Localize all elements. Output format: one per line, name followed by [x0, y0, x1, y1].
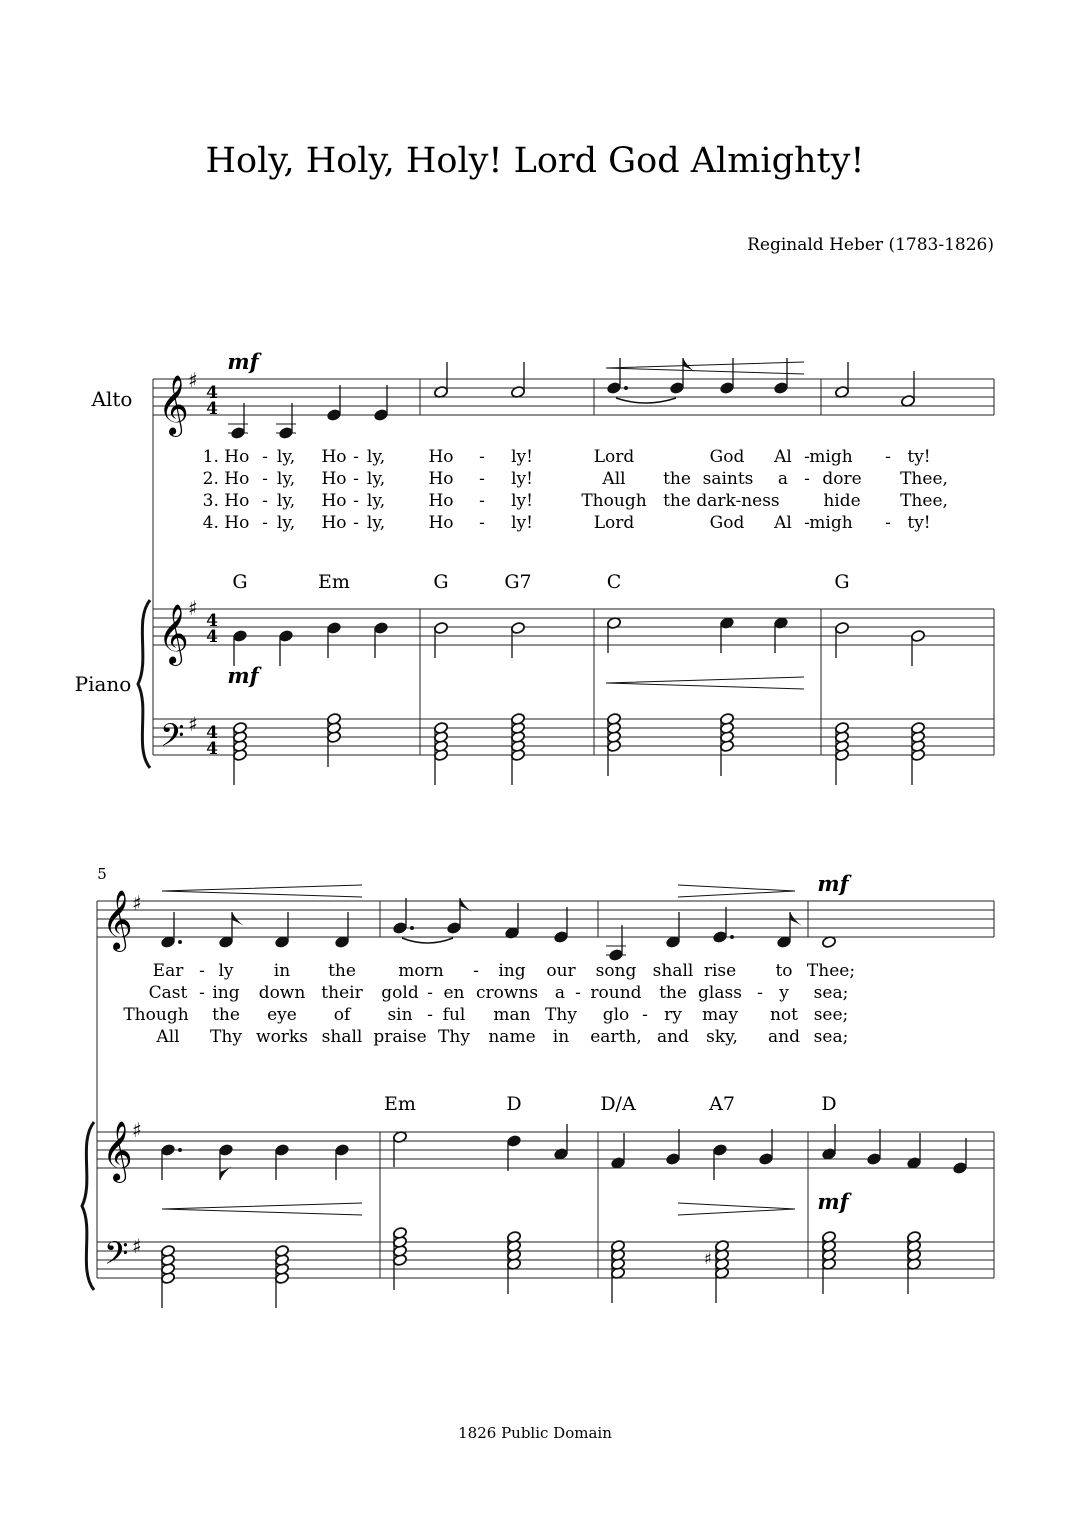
- dot: [178, 1148, 182, 1152]
- lyric-syllable: Lord: [593, 513, 635, 533]
- lyrics-system-2: [123, 961, 855, 1047]
- lyric-syllable: eye: [267, 1005, 297, 1025]
- lyric-syllable: ly: [218, 961, 234, 981]
- lyric-syllable: the: [328, 961, 356, 981]
- lyric-hyphen: -: [804, 513, 810, 533]
- note-head: [434, 622, 449, 635]
- dynamic-mf: mf: [227, 663, 259, 688]
- lyric-syllable: Ear: [152, 961, 184, 981]
- note-head: [219, 1144, 234, 1157]
- note-head: [335, 1144, 350, 1157]
- lyric-syllable: Al: [774, 513, 792, 533]
- lyric-syllable: praise: [373, 1027, 427, 1047]
- lyric-syllable: and: [657, 1027, 689, 1047]
- svg-text:4: 4: [206, 611, 218, 631]
- bar-number: 5: [97, 865, 107, 883]
- lyric-syllable: 4. Ho: [202, 513, 250, 533]
- note-head: [774, 382, 789, 395]
- lyric-syllable: name: [488, 1027, 536, 1047]
- page-title: Holy, Holy, Holy! Lord God Almighty!: [205, 141, 865, 181]
- treble-clef-icon: 𝄞: [158, 604, 189, 664]
- key-signature-sharps: [132, 368, 198, 1258]
- lyric-syllable: Thee,: [900, 491, 948, 511]
- note-head: [953, 1162, 968, 1175]
- svg-text:4: 4: [206, 627, 218, 647]
- lyric-syllable: a: [554, 983, 566, 1003]
- chord-symbol: A7: [709, 1093, 735, 1115]
- lyric-syllable: All: [156, 1027, 180, 1047]
- hairpins: [162, 362, 804, 1215]
- piano-brace: [138, 600, 150, 768]
- lyric-syllable: Ho: [321, 513, 347, 533]
- lyric-syllable: dark-ness: [696, 491, 780, 511]
- lyric-syllable: Thy: [545, 1005, 577, 1025]
- note-head: [327, 409, 342, 422]
- chord-symbol: G7: [504, 571, 532, 593]
- lyric-hyphen: -: [199, 961, 205, 981]
- lyric-syllable: in: [273, 961, 291, 981]
- note-head: [507, 1135, 522, 1148]
- lyric-syllable: ty!: [907, 447, 931, 467]
- lyric-hyphen: -: [575, 983, 581, 1003]
- chord-symbol: D/A: [600, 1093, 636, 1115]
- note-head: [835, 622, 850, 635]
- sharp-accidental: ♯: [704, 1249, 712, 1268]
- lyric-syllable: Al: [774, 447, 792, 467]
- lyric-syllable: ty!: [907, 513, 931, 533]
- lyric-syllable: Ho: [428, 447, 454, 467]
- alto-label: Alto: [91, 387, 133, 411]
- note-head: [233, 630, 248, 643]
- lyric-syllable: sea;: [813, 983, 849, 1003]
- svg-text:♯: ♯: [132, 1118, 142, 1142]
- lyric-syllable: dore: [822, 469, 862, 489]
- lyric-hyphen: -: [199, 983, 205, 1003]
- lyric-hyphen: -: [353, 491, 359, 511]
- lyric-syllable: ing: [498, 961, 526, 981]
- lyric-syllable: ly,: [366, 447, 386, 467]
- svg-text:4: 4: [206, 739, 218, 759]
- lyric-syllable: crowns: [475, 983, 539, 1003]
- tie: [402, 938, 453, 943]
- lyric-syllable: earth,: [590, 1027, 642, 1047]
- lyric-syllable: sky,: [706, 1027, 738, 1047]
- dot: [410, 926, 414, 930]
- chord-symbol: G: [834, 571, 850, 593]
- composer-credit: Reginald Heber (1783-1826): [747, 235, 994, 255]
- lyric-syllable: Thee;: [806, 961, 856, 981]
- note-head: [161, 1144, 176, 1157]
- lyric-hyphen: -: [353, 469, 359, 489]
- lyric-hyphen: -: [479, 469, 485, 489]
- lyric-syllable: to: [775, 961, 793, 981]
- lyric-syllable: Though: [123, 1005, 189, 1025]
- note-head: [447, 922, 462, 935]
- note-head: [670, 382, 685, 395]
- lyric-syllable: saints: [702, 469, 754, 489]
- note-head: [713, 1144, 728, 1157]
- chord-symbol: G: [433, 571, 449, 593]
- note-head: [554, 931, 569, 944]
- lyric-syllable: rise: [703, 961, 737, 981]
- lyric-syllable: glass: [698, 983, 742, 1003]
- chord-symbol: G: [232, 571, 248, 593]
- piano-label: Piano: [74, 672, 132, 696]
- lyric-syllable: 2. Ho: [202, 469, 250, 489]
- svg-text:4: 4: [206, 723, 218, 743]
- lyric-syllable: works: [256, 1027, 308, 1047]
- lyric-hyphen: -: [885, 447, 891, 467]
- note-head: [607, 382, 622, 395]
- lyric-syllable: gold: [381, 983, 419, 1003]
- svg-text:♯: ♯: [132, 1234, 142, 1258]
- lyric-syllable: Ho: [428, 491, 454, 511]
- note-head: [911, 630, 926, 643]
- svg-text:4: 4: [206, 399, 218, 419]
- lyric-hyphen: -: [353, 513, 359, 533]
- svg-text:4: 4: [206, 383, 218, 403]
- lyric-syllable: 3. Ho: [202, 491, 250, 511]
- chord-symbols-1: [232, 571, 849, 593]
- lyric-hyphen: -: [479, 491, 485, 511]
- lyric-syllable: Ho: [321, 469, 347, 489]
- lyric-syllable: ly,: [276, 447, 296, 467]
- chord-symbol: D: [821, 1093, 837, 1115]
- note-head: [713, 931, 728, 944]
- lyric-syllable: the: [663, 491, 691, 511]
- lyric-syllable: Lord: [593, 447, 635, 467]
- note-head: [511, 622, 526, 635]
- bass-clef-icon: 𝄢: [160, 717, 185, 761]
- lyric-syllable: a: [777, 469, 789, 489]
- lyric-hyphen: -: [262, 469, 268, 489]
- note-head: [374, 409, 389, 422]
- svg-text:♯: ♯: [188, 712, 198, 736]
- lyric-syllable: and: [768, 1027, 800, 1047]
- lyric-syllable: glo: [602, 1005, 630, 1025]
- lyric-syllable: ing: [212, 983, 240, 1003]
- lyric-syllable: migh: [809, 447, 853, 467]
- treble-clef-icon: 𝄞: [102, 1121, 133, 1181]
- note-head: [759, 1153, 774, 1166]
- lyric-syllable: y: [779, 983, 789, 1003]
- lyric-syllable: ly,: [276, 491, 296, 511]
- lyric-syllable: God: [709, 513, 745, 533]
- lyric-hyphen: -: [262, 447, 268, 467]
- lyric-syllable: the: [659, 983, 687, 1003]
- lyric-syllable: ly!: [511, 513, 533, 533]
- note-head: [279, 630, 294, 643]
- lyric-syllable: sin: [387, 1005, 413, 1025]
- lyric-syllable: may: [702, 1005, 738, 1025]
- lyric-hyphen: -: [473, 961, 479, 981]
- lyric-hyphen: -: [479, 447, 485, 467]
- lyric-syllable: 1. Ho: [202, 447, 250, 467]
- lyric-syllable: Thee,: [900, 469, 948, 489]
- dynamic-mf: mf: [817, 1189, 849, 1214]
- lyric-syllable: sea;: [813, 1027, 849, 1047]
- lyric-syllable: see;: [813, 1005, 849, 1025]
- lyric-syllable: round: [590, 983, 642, 1003]
- lyric-syllable: shall: [652, 961, 694, 981]
- note-head: [666, 1153, 681, 1166]
- lyric-hyphen: -: [885, 513, 891, 533]
- lyric-syllable: Ho: [321, 447, 347, 467]
- lyric-syllable: man: [493, 1005, 531, 1025]
- lyric-syllable: hide: [823, 491, 861, 511]
- lyrics-system-1: [203, 447, 948, 533]
- lyric-hyphen: -: [757, 983, 763, 1003]
- lyric-syllable: ly!: [511, 491, 533, 511]
- chord-symbol: D: [506, 1093, 522, 1115]
- lyric-hyphen: -: [479, 513, 485, 533]
- dynamic-mf: mf: [817, 871, 849, 896]
- note-head: [867, 1153, 882, 1166]
- system-2-staves: [97, 901, 994, 1278]
- lyric-hyphen: -: [353, 447, 359, 467]
- system-1-staves: [153, 379, 994, 755]
- lyric-syllable: ly,: [366, 491, 386, 511]
- treble-clef-icon: 𝄞: [158, 375, 189, 435]
- chord-symbols-2: [384, 1093, 837, 1115]
- tie: [616, 398, 676, 403]
- chord-symbol: C: [606, 571, 622, 593]
- lyric-syllable: of: [333, 1005, 351, 1025]
- lyric-syllable: Ho: [428, 513, 454, 533]
- lyric-syllable: Thy: [438, 1027, 470, 1047]
- lyric-syllable: song: [595, 961, 637, 981]
- lyric-hyphen: -: [804, 447, 810, 467]
- copyright-footer: 1826 Public Domain: [458, 1424, 612, 1442]
- lyric-syllable: Cast: [148, 983, 188, 1003]
- lyric-syllable: shall: [321, 1027, 363, 1047]
- dynamic-mf: mf: [227, 349, 259, 374]
- piano-brace-2: [82, 1122, 94, 1290]
- treble-clef-icon: 𝄞: [102, 890, 133, 950]
- note-head: [393, 922, 408, 935]
- chord-symbol: Em: [318, 571, 350, 593]
- lyric-hyphen: -: [427, 983, 433, 1003]
- lyric-syllable: ly,: [366, 469, 386, 489]
- lyric-syllable: ly,: [366, 513, 386, 533]
- lyric-syllable: Thy: [210, 1027, 242, 1047]
- lyric-syllable: ful: [442, 1005, 466, 1025]
- lyric-syllable: ly!: [511, 469, 533, 489]
- lyric-syllable: down: [258, 983, 306, 1003]
- lyric-syllable: ly,: [276, 513, 296, 533]
- lyric-syllable: ly,: [276, 469, 296, 489]
- lyric-syllable: not: [769, 1005, 799, 1025]
- lyric-syllable: migh: [809, 513, 853, 533]
- lyric-syllable: their: [321, 983, 363, 1003]
- note-head: [275, 1144, 290, 1157]
- lyric-syllable: en: [443, 983, 465, 1003]
- note-head: [720, 382, 735, 395]
- svg-text:♯: ♯: [188, 368, 198, 392]
- dot: [730, 935, 734, 939]
- lyric-syllable: morn: [398, 961, 444, 981]
- lyric-syllable: Ho: [428, 469, 454, 489]
- lyric-hyphen: -: [642, 1005, 648, 1025]
- lyric-hyphen: -: [262, 513, 268, 533]
- bass-clef-icon: 𝄢: [104, 1235, 129, 1279]
- svg-text:♯: ♯: [132, 891, 142, 915]
- lyric-syllable: All: [602, 469, 626, 489]
- lyric-syllable: ly!: [511, 447, 533, 467]
- lyric-syllable: Though: [581, 491, 647, 511]
- time-signatures: [206, 383, 218, 759]
- dot: [178, 940, 182, 944]
- lyric-syllable: the: [212, 1005, 240, 1025]
- lyric-hyphen: -: [804, 469, 810, 489]
- note-head: [374, 622, 389, 635]
- lyric-syllable: God: [709, 447, 745, 467]
- chord-symbol: Em: [384, 1093, 416, 1115]
- note-head: [327, 622, 342, 635]
- lyric-syllable: our: [546, 961, 576, 981]
- lyric-hyphen: -: [427, 1005, 433, 1025]
- dot: [624, 386, 628, 390]
- svg-text:♯: ♯: [188, 596, 198, 620]
- lyric-syllable: in: [552, 1027, 570, 1047]
- lyric-hyphen: -: [262, 491, 268, 511]
- lyric-syllable: the: [663, 469, 691, 489]
- lyric-syllable: Ho: [321, 491, 347, 511]
- lyric-syllable: ry: [664, 1005, 682, 1025]
